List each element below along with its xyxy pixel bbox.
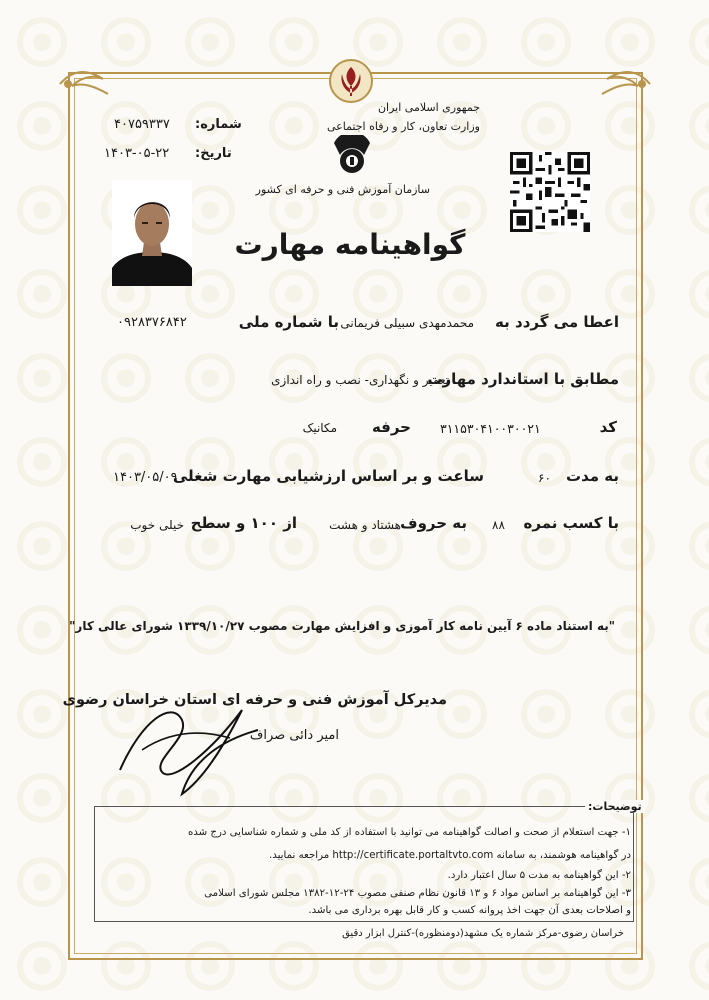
date-value: ۱۴۰۳-۰۵-۲۲ <box>104 146 170 161</box>
date-label: تاریخ: <box>195 146 232 161</box>
level-value: خیلی خوب <box>130 518 184 532</box>
signatory-name: امیر دائی صراف <box>249 728 339 743</box>
ministry-name: وزارت تعاون، کار و رفاه اجتماعی <box>326 120 480 133</box>
granted-to-label: اعطا می گردد به <box>495 313 619 331</box>
number-value: ۴۰۷۵۹۳۳۷ <box>114 117 170 132</box>
note-line-4: ۳- این گواهینامه بر اساس مواد ۶ و ۱۳ قانون نظام صنفی مصوب ۲۴-۱۲-۱۳۸۲ مجلس شورای اسلامی <box>204 888 631 899</box>
standard-value: تعمیر و نگهداری- نصب و راه اندازی <box>271 373 449 387</box>
note-line-3: ۲- این گواهینامه به مدت ۵ سال اعتبار دارد. <box>447 870 631 881</box>
iran-emblem-icon <box>328 58 374 104</box>
trade-value: مکانیک <box>302 421 337 435</box>
legal-statement: "به استناد ماده ۶ آیین نامه کار آموزی و افزایش مهارت مصوب ۱۳۳۹/۱۰/۲۷ شورای عالی کار" <box>69 619 615 633</box>
note-line-5: و اصلاحات بعدی آن جهت اخذ پروانه کسب و کار قابل بهره برداری می باشد. <box>308 905 631 916</box>
granted-to-value: محمدمهدی سبیلی فریمانی <box>340 316 474 330</box>
organization-name: سازمان آموزش فنی و حرفه ای کشور <box>255 183 430 196</box>
words-label: به حروف <box>400 514 467 532</box>
ornament-left-icon <box>58 64 118 104</box>
duration-label: به مدت <box>566 467 619 485</box>
handwritten-signature <box>112 690 262 800</box>
notes-title: توضیحات: <box>585 800 645 813</box>
score-value: ۸۸ <box>492 518 505 532</box>
country-name: جمهوری اسلامی ایران <box>377 101 480 114</box>
eval-date-value: ۱۴۰۳/۰۵/۰۹ <box>113 470 178 485</box>
trade-label: حرفه <box>371 418 411 436</box>
of-level-label: از ۱۰۰ و سطح <box>190 514 297 532</box>
number-label: شماره: <box>195 117 242 132</box>
certificate-title: گواهینامه مهارت <box>234 228 466 261</box>
national-id-label: با شماره ملی <box>238 313 339 331</box>
code-value: ۳۱۱۵۳۰۴۱۰۰۳۰۰۲۱ <box>440 421 541 436</box>
duration-value: ۶۰ <box>538 471 551 485</box>
words-value: هشتاد و هشت <box>329 518 401 532</box>
issuing-center: خراسان رضوی-مرکز شماره یک مشهد(دومنظوره)-کنترل ابزار دقیق <box>342 928 624 939</box>
tvto-logo-icon <box>330 135 374 179</box>
national-id-value: ۰۹۲۸۳۷۶۸۴۲ <box>117 315 187 330</box>
standard-label: مطابق با استاندارد مهارت <box>427 370 619 388</box>
note-line-2: در گواهینامه هوشمند، به سامانه http://certificate.portaltvto.com مراجعه نمایید. <box>269 850 631 861</box>
qr-code-icon <box>510 152 590 232</box>
code-label: کد <box>599 418 617 436</box>
hours-label: ساعت و بر اساس ارزشیابی مهارت شغلی <box>172 467 484 485</box>
score-label: با کسب نمره <box>523 514 619 532</box>
signatory-title: مدیرکل آموزش فنی و حرفه ای استان خراسان رضوی <box>62 692 447 708</box>
note-line-1: ۱- جهت استعلام از صحت و اصالت گواهینامه می توانید با استفاده از کد ملی و شماره شناسایی درج شده <box>187 827 631 838</box>
portrait-photo <box>112 180 192 286</box>
ornament-right-icon <box>592 64 652 104</box>
